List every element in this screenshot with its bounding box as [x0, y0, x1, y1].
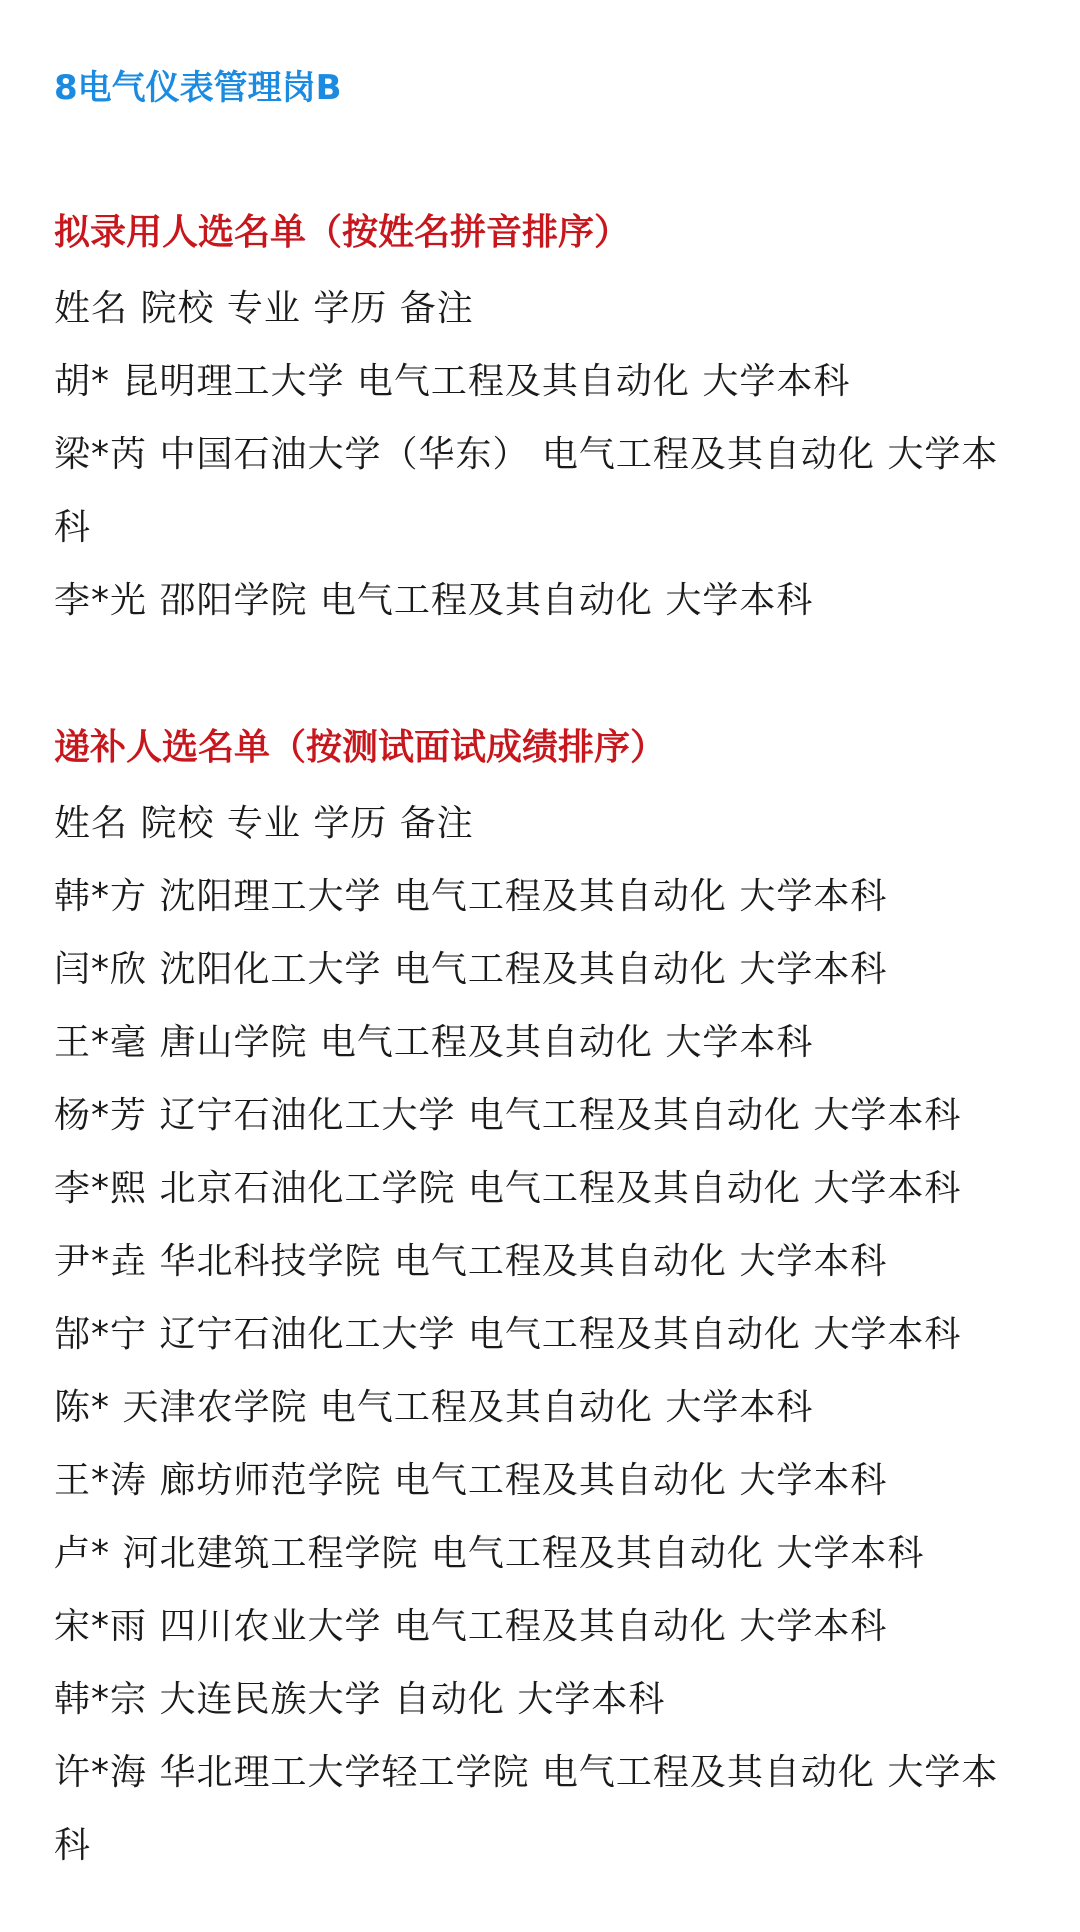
- list-item: 杨*芳 辽宁石油化工大学 电气工程及其自动化 大学本科: [54, 1095, 962, 1136]
- position-title: 8电气仪表管理岗B: [54, 68, 342, 108]
- list-item: 李*光 邵阳学院 电气工程及其自动化 大学本科: [54, 580, 814, 621]
- list-item: 陈* 天津农学院 电气工程及其自动化 大学本科: [54, 1387, 814, 1428]
- hired-list: [0, 272, 1080, 637]
- section-title-backup: 递补人选名单（按测试面试成绩排序）: [54, 727, 667, 768]
- list-item: 许*海 华北理工大学轻工学院 电气工程及其自动化 大学本科: [54, 1752, 999, 1866]
- list-item: 闫*欣 沈阳化工大学 电气工程及其自动化 大学本科: [54, 949, 888, 990]
- list-item: 郜*宁 辽宁石油化工大学 电气工程及其自动化 大学本科: [54, 1314, 962, 1355]
- list-item: 王*毫 唐山学院 电气工程及其自动化 大学本科: [54, 1022, 814, 1063]
- backup-list: [0, 787, 1080, 1882]
- table-header: 姓名 院校 专业 学历 备注: [54, 803, 474, 844]
- table-header: 姓名 院校 专业 学历 备注: [54, 288, 474, 329]
- list-item: 梁*芮 中国石油大学（华东） 电气工程及其自动化 大学本科: [54, 434, 999, 548]
- list-item: 宋*雨 四川农业大学 电气工程及其自动化 大学本科: [54, 1606, 888, 1647]
- list-item: 韩*宗 大连民族大学 自动化 大学本科: [54, 1679, 666, 1720]
- list-item: 韩*方 沈阳理工大学 电气工程及其自动化 大学本科: [54, 876, 888, 917]
- list-item: 李*熙 北京石油化工学院 电气工程及其自动化 大学本科: [54, 1168, 962, 1209]
- list-item: 胡* 昆明理工大学 电气工程及其自动化 大学本科: [54, 361, 851, 402]
- list-item: 王*涛 廊坊师范学院 电气工程及其自动化 大学本科: [54, 1460, 888, 1501]
- list-item: 尹*垚 华北科技学院 电气工程及其自动化 大学本科: [54, 1241, 888, 1282]
- list-item: 卢* 河北建筑工程学院 电气工程及其自动化 大学本科: [54, 1533, 925, 1574]
- section-title-hired: 拟录用人选名单（按姓名拼音排序）: [54, 212, 631, 253]
